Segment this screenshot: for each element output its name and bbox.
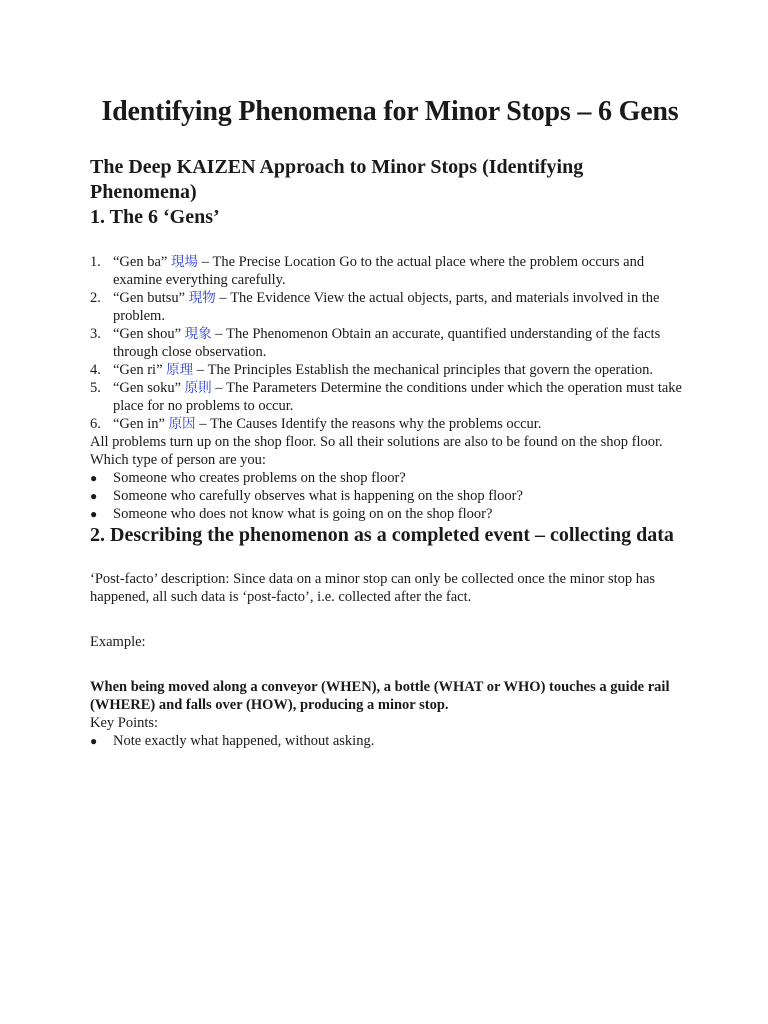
gen-term: “Gen in” bbox=[113, 416, 165, 432]
item-number: 4. bbox=[90, 362, 101, 378]
example-label: Example: bbox=[90, 634, 146, 650]
gen-description: – The Evidence View the actual objects, parts, and materials involved in the problem. bbox=[113, 290, 660, 324]
list-item-text: Someone who carefully observes what is happening on the shop floor? bbox=[113, 488, 523, 504]
bullet-icon: ● bbox=[90, 734, 98, 748]
gen-kanji: 現象 bbox=[184, 326, 212, 342]
gen-kanji: 現場 bbox=[170, 254, 198, 270]
section-heading-describing: 2. Describing the phenomenon as a completed event – collecting data bbox=[90, 524, 674, 546]
gen-kanji: 原理 bbox=[166, 362, 194, 378]
gens-list-item bbox=[90, 253, 690, 289]
list-item bbox=[90, 469, 690, 487]
gen-term: “Gen shou” bbox=[113, 326, 182, 342]
gen-kanji: 原則 bbox=[184, 380, 212, 396]
item-number: 2. bbox=[90, 290, 101, 306]
bullet-icon: ● bbox=[90, 471, 98, 485]
key-points-label: Key Points: bbox=[90, 715, 159, 731]
gen-term: “Gen soku” bbox=[113, 380, 182, 396]
list-item bbox=[90, 487, 690, 505]
section-heading-gens: 1. The 6 ‘Gens’ bbox=[90, 206, 220, 228]
gen-description: – The Phenomenon Obtain an accurate, quantified understanding of the facts through close observation. bbox=[113, 326, 661, 360]
gen-term: “Gen ri” bbox=[113, 362, 163, 378]
item-number: 3. bbox=[90, 326, 101, 342]
gen-kanji: 原因 bbox=[168, 416, 196, 432]
gen-description: – The Precise Location Go to the actual place where the problem occurs and examine everything carefully. bbox=[113, 254, 645, 288]
bullet-icon: ● bbox=[90, 489, 98, 503]
gens-list-item bbox=[90, 289, 690, 325]
key-points-list bbox=[90, 732, 690, 750]
list-item-text: Someone who does not know what is going on on the shop floor? bbox=[113, 506, 493, 522]
bullet-icon: ● bbox=[90, 507, 98, 521]
list-item bbox=[90, 505, 690, 523]
item-number: 1. bbox=[90, 254, 101, 270]
list-item-text: Someone who creates problems on the shop floor? bbox=[113, 470, 406, 486]
person-type-list bbox=[90, 469, 690, 523]
post-facto-paragraph: ‘Post-facto’ description: Since data on a minor stop can only be collected once the minor stop has happened, all such data is ‘post-facto’, i.e. collected after the fact. bbox=[90, 571, 656, 605]
example-text: When being moved along a conveyor (WHEN), a bottle (WHAT or WHO) touches a guide rail (WHERE) and falls over (HOW), producing a minor stop. bbox=[90, 679, 670, 713]
gen-description: – The Principles Establish the mechanical principles that govern the operation. bbox=[196, 362, 653, 378]
document-page bbox=[90, 94, 690, 750]
gen-kanji: 現物 bbox=[188, 290, 216, 306]
list-item-text: Note exactly what happened, without asking. bbox=[113, 733, 375, 749]
gen-term: “Gen ba” bbox=[113, 254, 168, 270]
gens-list-item bbox=[90, 415, 690, 433]
document-subtitle: The Deep KAIZEN Approach to Minor Stops (Identifying Phenomena) bbox=[90, 156, 584, 203]
gens-list bbox=[90, 253, 690, 433]
item-number: 6. bbox=[90, 416, 101, 432]
gens-list-item bbox=[90, 361, 690, 379]
gen-term: “Gen butsu” bbox=[113, 290, 186, 306]
gens-list-item bbox=[90, 379, 690, 415]
gen-description: – The Parameters Determine the conditions under which the operation must take place for no problems to occur. bbox=[113, 380, 682, 414]
list-item bbox=[90, 732, 690, 750]
page-title: Identifying Phenomena for Minor Stops – 6 Gens bbox=[101, 96, 679, 127]
gens-list-item bbox=[90, 325, 690, 361]
shop-floor-paragraph: All problems turn up on the shop floor. So all their solutions are also to be found on the shop floor. Which type of person are you: bbox=[90, 434, 663, 468]
item-number: 5. bbox=[90, 380, 101, 396]
gen-description: – The Causes Identify the reasons why the problems occur. bbox=[199, 416, 542, 432]
